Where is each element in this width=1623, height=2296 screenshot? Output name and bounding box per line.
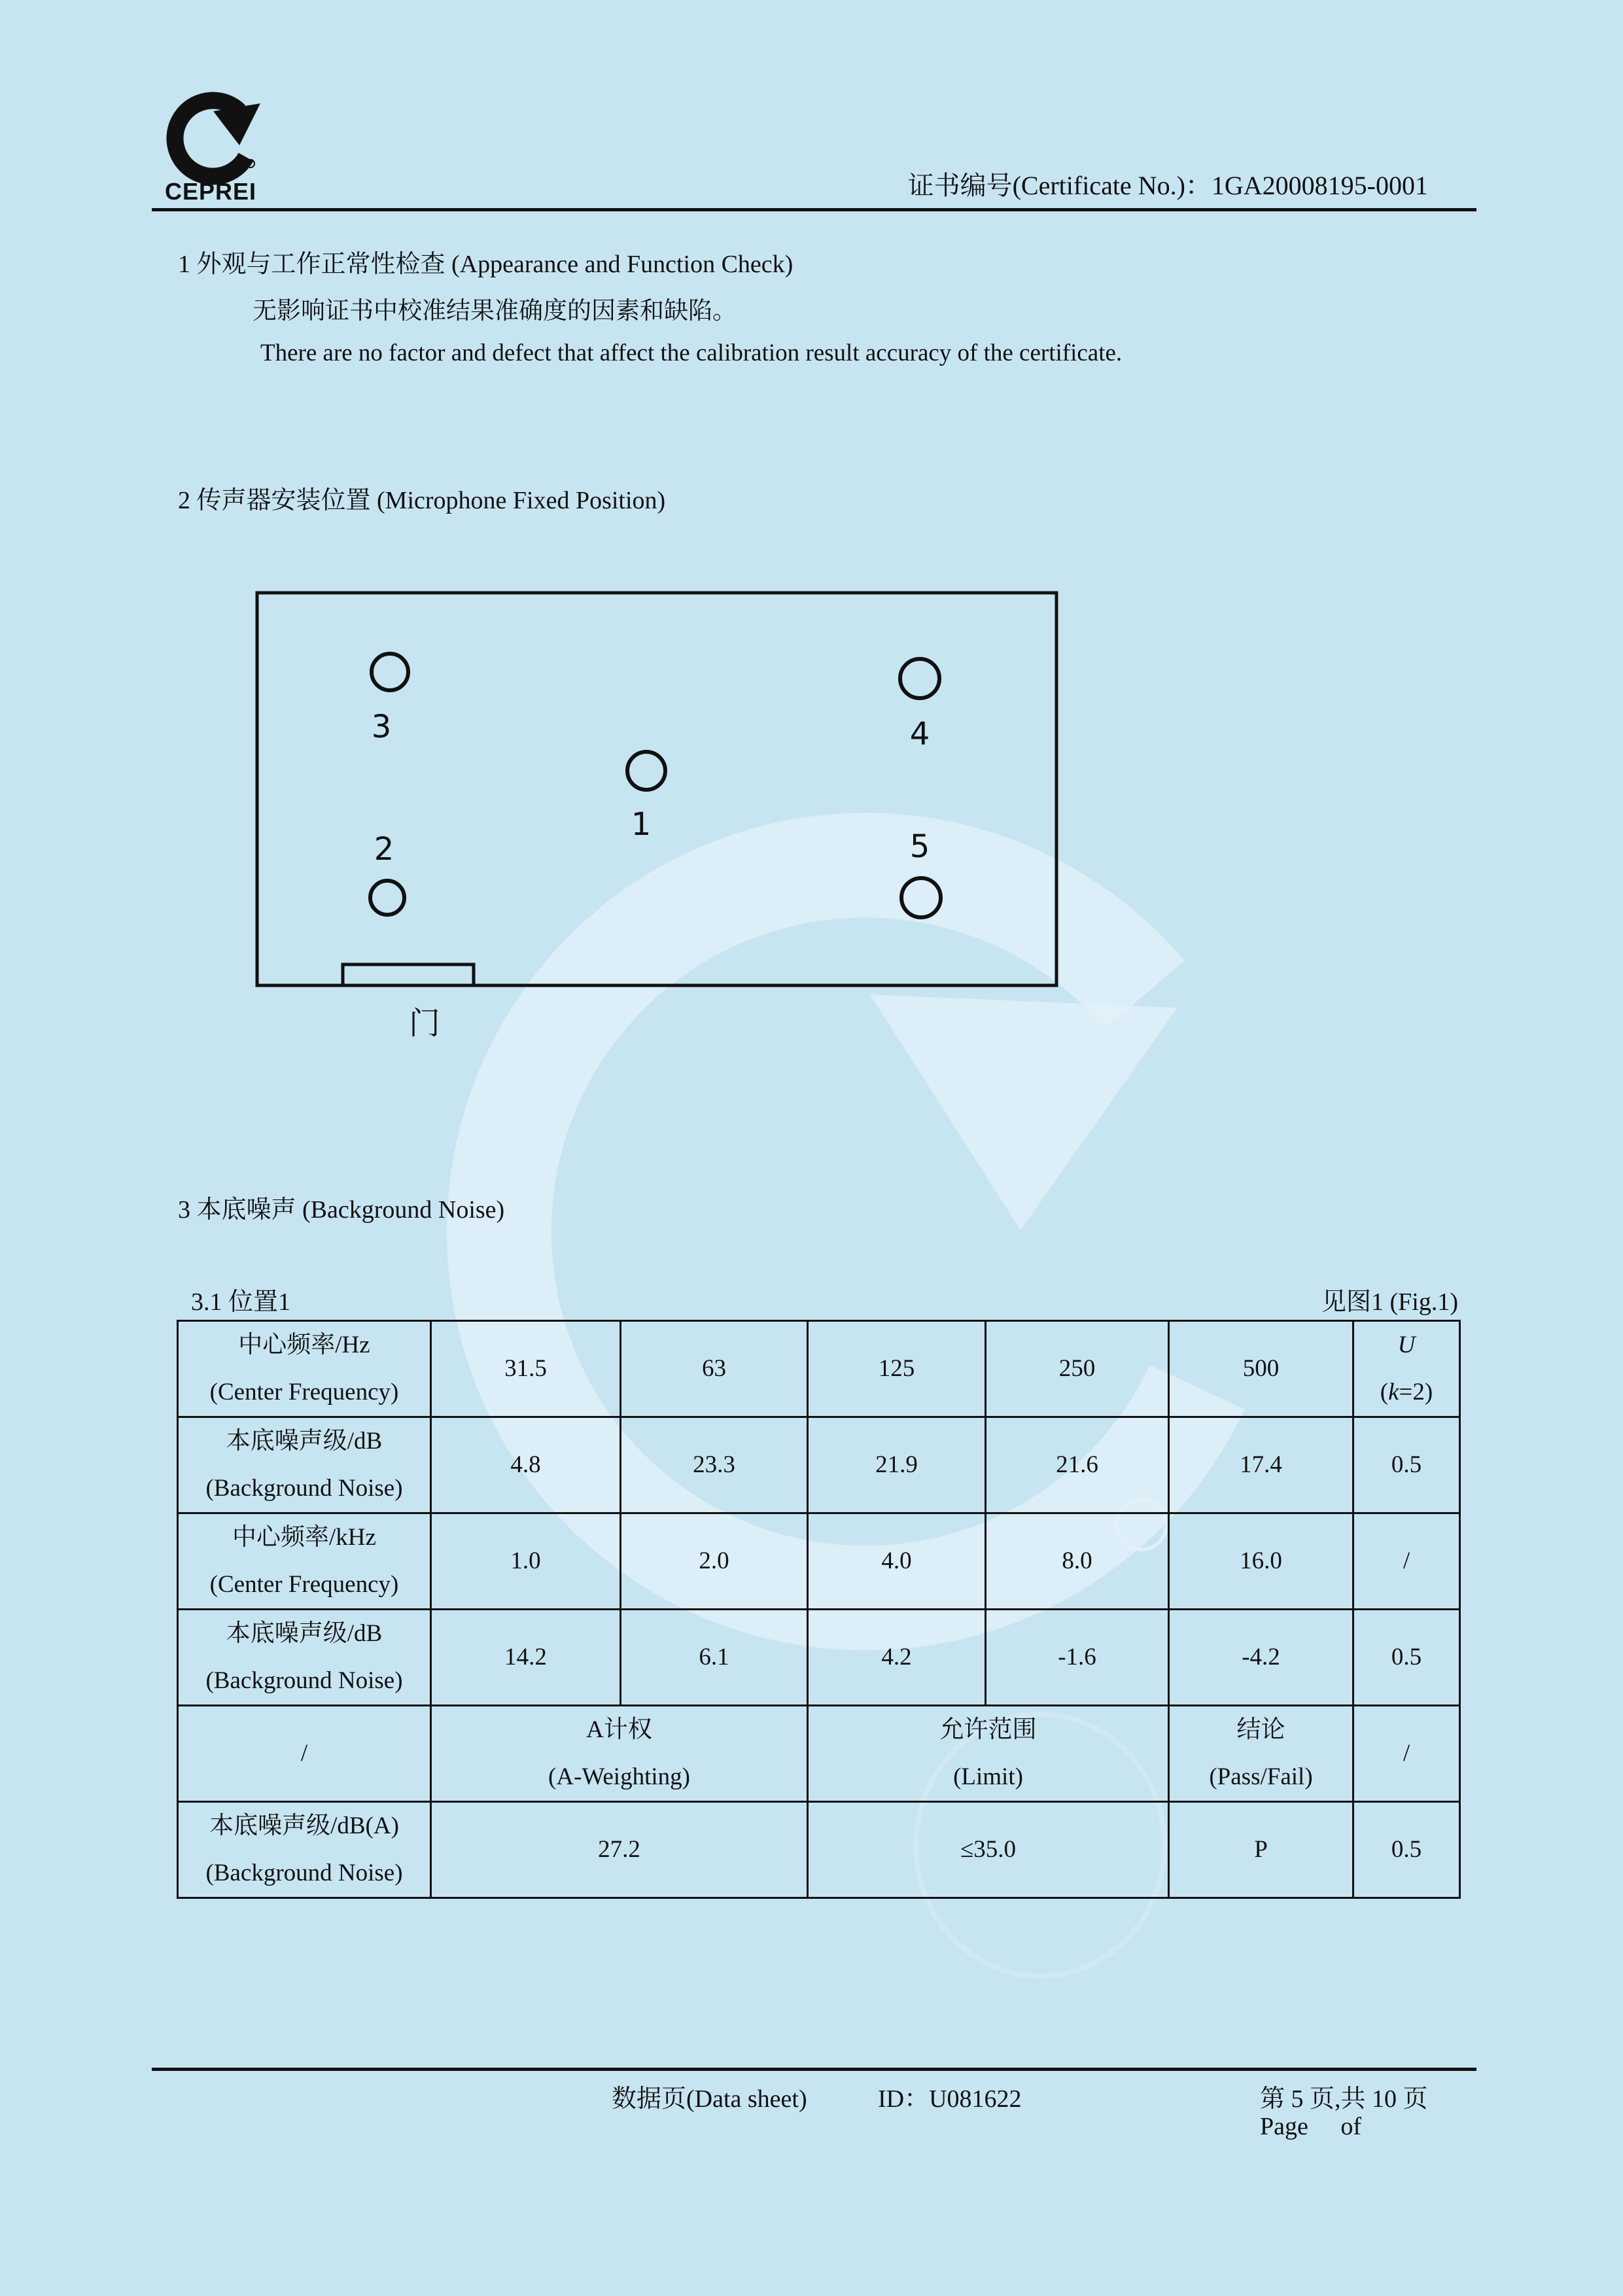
certificate-label: 证书编号(Certificate No.)： <box>907 171 1212 200</box>
table-cell: 16.0 <box>1169 1513 1353 1610</box>
table-cell: / <box>1353 1706 1460 1802</box>
mic-label-5: 5 <box>909 828 930 865</box>
limit-header: 允许范围 (Limit) <box>808 1706 1169 1802</box>
table-cell: 4.0 <box>808 1513 986 1610</box>
table-cell: 63 <box>621 1321 808 1417</box>
background-noise-table <box>177 1320 1461 1899</box>
table-cell: 1.0 <box>431 1513 621 1610</box>
table-cell: 4.8 <box>431 1417 621 1513</box>
section1-text-en: There are no factor and defect that affect the calibration result accuracy of the certificate. <box>260 340 1123 366</box>
section1-title: 1 外观与工作正常性检查 (Appearance and Function Check) <box>178 251 794 278</box>
certificate-value: 1GA20008195-0001 <box>1211 171 1428 200</box>
certificate-number <box>908 165 1428 202</box>
table-cell: 14.2 <box>431 1610 621 1706</box>
table-cell: 31.5 <box>431 1321 621 1417</box>
table-cell: 0.5 <box>1353 1417 1460 1513</box>
table-cell: -4.2 <box>1169 1610 1353 1706</box>
table-cell: 17.4 <box>1169 1417 1353 1513</box>
table-cell: 23.3 <box>621 1417 808 1513</box>
table-cell: 21.9 <box>808 1417 986 1513</box>
limit-value: ≤35.0 <box>808 1802 1169 1898</box>
figure-reference: 见图1 (Fig.1) <box>1321 1288 1458 1316</box>
section3-title: 3 本底噪声 (Background Noise) <box>178 1196 505 1224</box>
table-cell: 21.6 <box>986 1417 1169 1513</box>
footer-id: ID：U081622 <box>878 2085 1022 2113</box>
door-label: 门 <box>409 1005 441 1042</box>
table-row <box>178 1610 1460 1706</box>
row-header: 本底噪声级/dB(A) (Background Noise) <box>178 1802 431 1898</box>
table-cell: / <box>178 1706 431 1802</box>
uncertainty-header: U (k=2) <box>1353 1321 1460 1417</box>
table-cell: 8.0 <box>986 1513 1169 1610</box>
table-cell: 0.5 <box>1353 1610 1460 1706</box>
footer-page-english: Page of <box>1260 2113 1362 2140</box>
mic-circle-3 <box>372 654 408 690</box>
table-cell: 125 <box>808 1321 986 1417</box>
table-row <box>178 1417 1460 1513</box>
mic-label-4: 4 <box>909 716 930 752</box>
mic-circle-2 <box>370 881 404 915</box>
section1-text-zh: 无影响证书中校准结果准确度的因素和缺陷。 <box>253 298 737 325</box>
table-row <box>178 1321 1460 1417</box>
row-header: 中心频率/kHz (Center Frequency) <box>178 1513 431 1610</box>
section2-title: 2 传声器安装位置 (Microphone Fixed Position) <box>178 487 666 514</box>
a-weighted-value: 27.2 <box>431 1802 808 1898</box>
subsection-title: 3.1 位置1 <box>191 1288 291 1316</box>
table-cell: 2.0 <box>621 1513 808 1610</box>
result-value: P <box>1169 1802 1353 1898</box>
footer-page-number: 第 5 页,共 10 页 <box>1260 2085 1428 2113</box>
table-cell: 0.5 <box>1353 1802 1460 1898</box>
mic-circle-5 <box>901 878 941 917</box>
result-header: 结论 (Pass/Fail) <box>1169 1706 1353 1802</box>
table-cell: 4.2 <box>808 1610 986 1706</box>
mic-circle-1 <box>627 752 665 790</box>
table-cell: 500 <box>1169 1321 1353 1417</box>
room-outline <box>257 593 1056 985</box>
mic-label-2: 2 <box>374 831 394 868</box>
row-header: 中心频率/Hz (Center Frequency) <box>178 1321 431 1417</box>
mic-circle-4 <box>900 659 939 698</box>
footer-data-sheet: 数据页(Data sheet) <box>612 2085 807 2113</box>
a-weighting-header: A计权 (A-Weighting) <box>431 1706 808 1802</box>
table-cell: / <box>1353 1513 1460 1610</box>
door <box>343 964 474 985</box>
mic-label-3: 3 <box>371 709 392 745</box>
mic-label-1: 1 <box>631 806 652 843</box>
footer-divider <box>152 2068 1476 2071</box>
row-header: 本底噪声级/dB (Background Noise) <box>178 1417 431 1513</box>
header-divider <box>152 208 1476 211</box>
table-row <box>178 1706 1460 1802</box>
row-header: 本底噪声级/dB (Background Noise) <box>178 1610 431 1706</box>
table-cell: 250 <box>986 1321 1169 1417</box>
table-row <box>178 1802 1460 1898</box>
logo-text: CEPREI <box>165 178 257 205</box>
table-row <box>178 1513 1460 1610</box>
table-cell: -1.6 <box>986 1610 1169 1706</box>
table-cell: 6.1 <box>621 1610 808 1706</box>
microphone-position-diagram <box>255 590 1058 988</box>
